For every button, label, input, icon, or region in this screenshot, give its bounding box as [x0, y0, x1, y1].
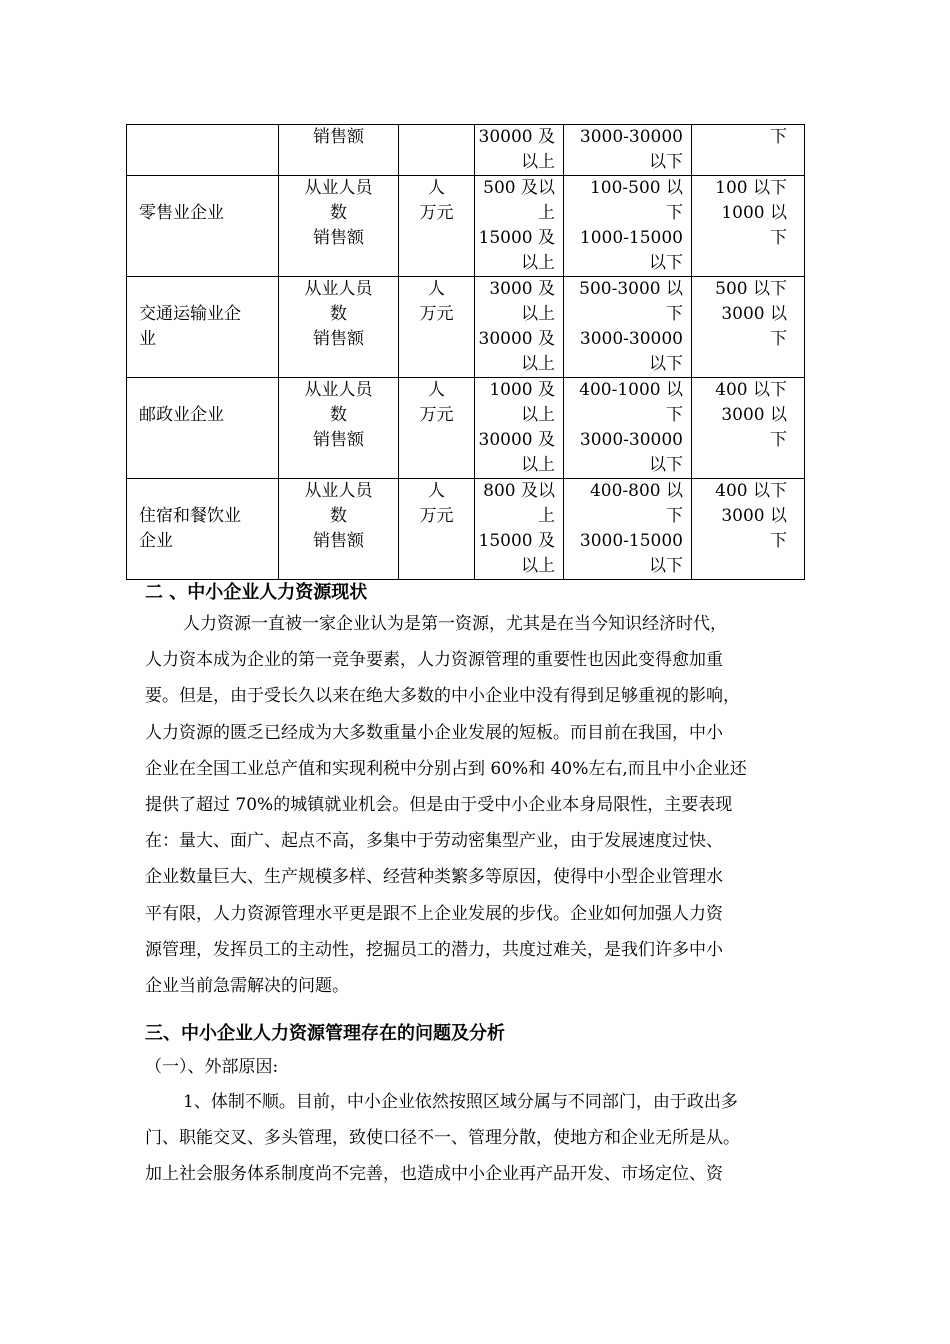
- paragraph-line: 平有限，人力资源管理水平更是跟不上企业发展的步伐。企业如何加强人力资: [145, 903, 723, 924]
- large-threshold-cell: [475, 277, 564, 378]
- unit-cell-text: 人 万元: [419, 380, 454, 425]
- paragraph-line: 加上社会服务体系制度尚不完善，也造成中小企业再产品开发、市场定位、资: [145, 1164, 723, 1185]
- medium-threshold-cell: [564, 125, 692, 176]
- medium-threshold-cell-text: 500-3000 以 下 3000-30000 以下: [579, 279, 683, 374]
- small-threshold-cell-text: 400 以下 3000 以 下: [715, 481, 787, 551]
- enterprise-type-cell: [127, 125, 279, 176]
- small-threshold-cell: [692, 277, 805, 378]
- large-threshold-cell-text: 3000 及 以上 30000 及 以上: [478, 279, 555, 374]
- large-threshold-cell: [475, 176, 564, 277]
- large-threshold-cell: [475, 125, 564, 176]
- table-row: [127, 125, 805, 176]
- enterprise-type-cell-text: 住宿和餐饮业 企业: [139, 506, 241, 551]
- small-threshold-cell: [692, 479, 805, 580]
- large-threshold-cell-text: 1000 及 以上 30000 及 以上: [478, 380, 555, 475]
- paragraph-line: 提供了超过 70%的城镇就业机会。但是由于受中小企业本身局限性，主要表现: [145, 795, 733, 816]
- paragraph-line: 1、体制不顺。目前，中小企业依然按照区域分属与不同部门，由于政出多: [183, 1092, 738, 1112]
- unit-cell: [399, 277, 475, 378]
- indicator-cell: [279, 125, 399, 176]
- paragraph-line: 在：量大、面广、起点不高，多集中于劳动密集型产业，由于发展速度过快、: [145, 831, 723, 852]
- unit-cell-text: 人 万元: [419, 279, 454, 324]
- paragraph-line: 企业当前急需解决的问题。: [145, 976, 349, 997]
- medium-threshold-cell: [564, 378, 692, 479]
- medium-threshold-cell: [564, 277, 692, 378]
- large-threshold-cell: [475, 378, 564, 479]
- large-threshold-cell-text: 30000 及 以上: [478, 127, 555, 172]
- section-3-subheading: （一）、外部原因:: [145, 1057, 279, 1077]
- large-threshold-cell-text: 800 及以 上 15000 及 以上: [478, 481, 555, 576]
- paragraph-line: 企业数量巨大、生产规模多样、经营种类繁多等原因，使得中小型企业管理水: [145, 867, 723, 888]
- table-row: [127, 277, 805, 378]
- small-threshold-cell-text: 500 以下 3000 以 下: [715, 279, 787, 349]
- indicator-cell-text: 从业人员 数 销售额: [304, 380, 373, 450]
- small-threshold-cell-text: 100 以下 1000 以 下: [715, 178, 787, 248]
- table-row: [127, 479, 805, 580]
- large-threshold-cell: [475, 479, 564, 580]
- table-body: [127, 125, 805, 580]
- unit-cell: [399, 378, 475, 479]
- section-3-heading: 三、中小企业人力资源管理存在的问题及分析: [145, 1023, 505, 1044]
- medium-threshold-cell: [564, 176, 692, 277]
- paragraph-line: 人力资源的匮乏已经成为大多数重量小企业发展的短板。而目前在我国，中小: [145, 722, 723, 743]
- small-threshold-cell-text: 下: [770, 127, 787, 147]
- indicator-cell: [279, 277, 399, 378]
- large-threshold-cell-text: 500 及以 上 15000 及 以上: [478, 178, 555, 273]
- enterprise-type-cell-text: 零售业企业: [139, 203, 224, 223]
- medium-threshold-cell: [564, 479, 692, 580]
- section-2-heading: 二 、中小企业人力资源现状: [145, 582, 368, 603]
- indicator-cell-text: 从业人员 数 销售额: [304, 481, 373, 551]
- paragraph-line: 门、职能交叉、多头管理，致使口径不一、管理分散，使地方和企业无所是从。: [145, 1128, 740, 1149]
- unit-cell-text: 人 万元: [419, 481, 454, 526]
- enterprise-type-cell: [127, 378, 279, 479]
- indicator-cell-text: 销售额: [313, 127, 364, 147]
- table-row: [127, 378, 805, 479]
- small-threshold-cell-text: 400 以下 3000 以 下: [715, 380, 787, 450]
- medium-threshold-cell-text: 100-500 以 下 1000-15000 以下: [579, 178, 683, 273]
- paragraph-line: 源管理，发挥员工的主动性，挖掘员工的潜力，共度过难关，是我们许多中小: [145, 939, 723, 960]
- small-threshold-cell: [692, 176, 805, 277]
- unit-cell: [399, 176, 475, 277]
- section-3-paragraph: [145, 1084, 807, 1193]
- indicator-cell-text: 从业人员 数 销售额: [304, 178, 373, 248]
- indicator-cell: [279, 479, 399, 580]
- paragraph-line: 要。但是，由于受长久以来在绝大多数的中小企业中没有得到足够重视的影响，: [145, 686, 740, 707]
- indicator-cell-text: 从业人员 数 销售额: [304, 279, 373, 349]
- medium-threshold-cell-text: 400-800 以 下 3000-15000 以下: [579, 481, 683, 576]
- small-threshold-cell: [692, 125, 805, 176]
- indicator-cell: [279, 176, 399, 277]
- unit-cell-text: 人 万元: [419, 178, 454, 223]
- unit-cell: [399, 479, 475, 580]
- enterprise-size-standard-table: [126, 124, 805, 580]
- medium-threshold-cell-text: 3000-30000 以下: [579, 127, 683, 172]
- paragraph-line: 人力资本成为企业的第一竞争要素，人力资源管理的重要性也因此变得愈加重: [145, 650, 723, 671]
- enterprise-type-cell-text: 交通运输业企 业: [139, 304, 241, 349]
- section-2-paragraph: [145, 606, 807, 1004]
- small-threshold-cell: [692, 378, 805, 479]
- unit-cell: [399, 125, 475, 176]
- enterprise-type-cell: [127, 479, 279, 580]
- enterprise-type-cell: [127, 176, 279, 277]
- enterprise-type-cell: [127, 277, 279, 378]
- table-row: [127, 176, 805, 277]
- enterprise-type-cell-text: 邮政业企业: [139, 405, 224, 425]
- medium-threshold-cell-text: 400-1000 以 下 3000-30000 以下: [579, 380, 683, 475]
- paragraph-line: 人力资源一直被一家企业认为是第一资源，尤其是在当今知识经济时代，: [183, 614, 727, 634]
- paragraph-line: 企业在全国工业总产值和实现利税中分别占到 60%和 40%左右,而且中小企业还: [145, 758, 747, 779]
- indicator-cell: [279, 378, 399, 479]
